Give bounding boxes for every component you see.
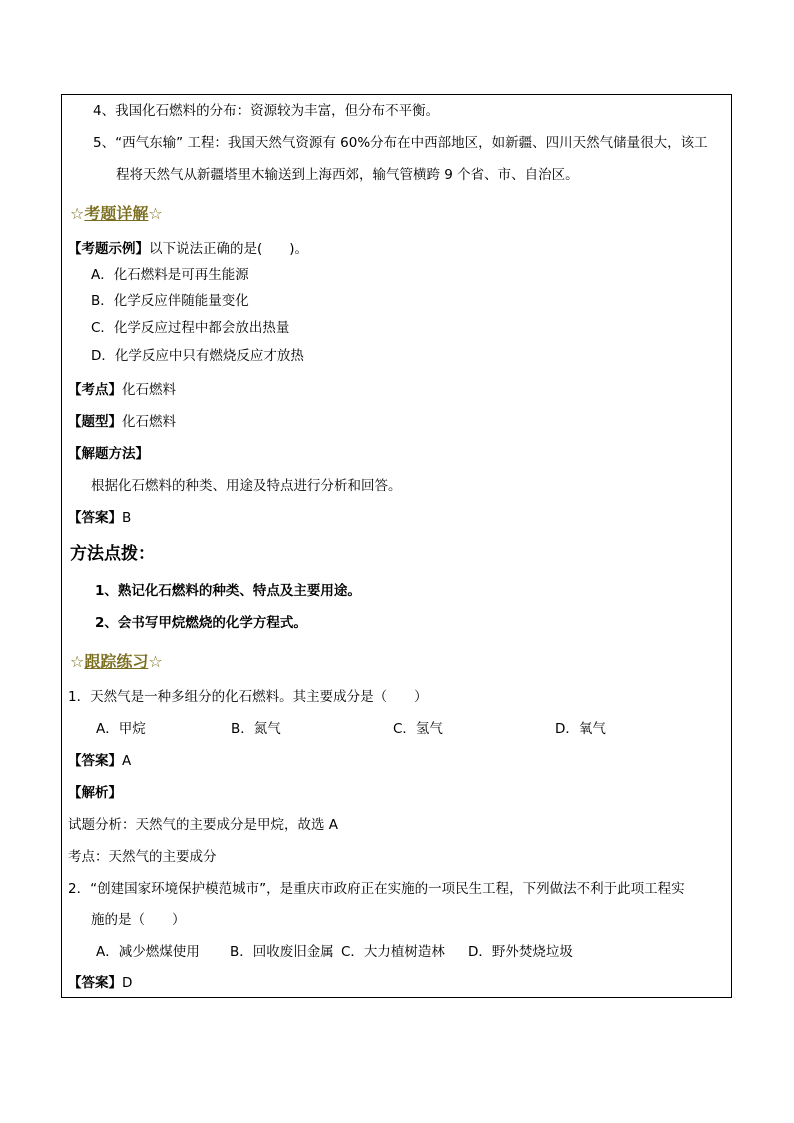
intro-item-5-line-1: 5、“西气东输” 工程：我国天然气资源有 60%分布在中西部地区，如新疆、四川天然气储量很大，该工 [93,135,708,151]
kaodian-row [68,381,176,399]
q2-answer-value: D [122,975,133,991]
q2-option-a: A．减少燃煤使用 [96,944,200,960]
star-icon: ☆ [148,204,163,223]
q1-point-text: 考点：天然气的主要成分 [68,849,217,865]
kaodian-value: 化石燃料 [122,382,176,398]
exam-section-label: 考题详解 [84,204,149,223]
example-label: 【考题示例】 [68,241,149,257]
q1-answer-value: A [122,753,132,769]
method-text: 根据化石燃料的种类、用途及特点进行分析和回答。 [91,478,402,494]
q1-analysis-label: 【解析】 [68,785,122,801]
answer-value: B [122,510,132,526]
exam-section-title [70,203,163,225]
example-option-b: B．化学反应伴随能量变化 [91,293,249,309]
method-label: 【解题方法】 [68,446,149,462]
q1-answer-label: 【答案】 [68,753,122,769]
answer-row [68,509,131,527]
star-icon: ☆ [148,652,163,671]
example-option-c: C．化学反应过程中都会放出热量 [91,320,290,336]
practice-section-title [70,651,163,673]
q1-option-a: A．甲烷 [96,721,146,737]
q1-option-d: D．氧气 [555,721,606,737]
example-option-a: A．化石燃料是可再生能源 [91,267,249,283]
kaodian-label: 【考点】 [68,382,122,398]
intro-item-4: 4、我国化石燃料的分布：资源较为丰富，但分布不平衡。 [93,103,440,119]
tip-item-2: 2、会书写甲烷燃烧的化学方程式。 [95,615,307,631]
tixing-label: 【题型】 [68,414,122,430]
question-1: 1．天然气是一种多组分的化石燃料。其主要成分是（ ） [68,689,428,705]
example-option-d: D．化学反应中只有燃烧反应才放热 [91,348,304,364]
q2-answer-label: 【答案】 [68,975,122,991]
q2-option-d: D．野外焚烧垃圾 [468,944,573,960]
tixing-row [68,413,176,431]
tips-title: 方法点拨： [70,544,155,564]
q2-option-b: B．回收废旧金属 [230,944,334,960]
q2-option-c: C．大力植树造林 [341,944,445,960]
q1-option-c: C．氢气 [393,721,443,737]
answer-label: 【答案】 [68,510,122,526]
example-question-text: 以下说法正确的是( )。 [149,241,309,257]
tixing-value: 化石燃料 [122,414,176,430]
star-icon: ☆ [70,204,85,223]
star-icon: ☆ [70,652,85,671]
tip-item-1: 1、熟记化石燃料的种类、特点及主要用途。 [95,583,361,599]
intro-item-5-line-2: 程将天然气从新疆塔里木输送到上海西郊，输气管横跨 9 个省、市、自治区。 [116,167,579,183]
q1-option-b: B．氮气 [231,721,281,737]
q1-answer-row [68,752,131,770]
example-question [68,240,308,258]
question-2-line-2: 施的是（ ） [91,912,186,928]
q1-analysis-text: 试题分析：天然气的主要成分是甲烷，故选 A [68,817,339,833]
question-2-line-1: 2．“创建国家环境保护模范城市”，是重庆市政府正在实施的一项民生工程，下列做法不利于此项工程实 [68,881,685,897]
q2-answer-row [68,974,132,992]
practice-section-label: 跟踪练习 [84,652,149,671]
